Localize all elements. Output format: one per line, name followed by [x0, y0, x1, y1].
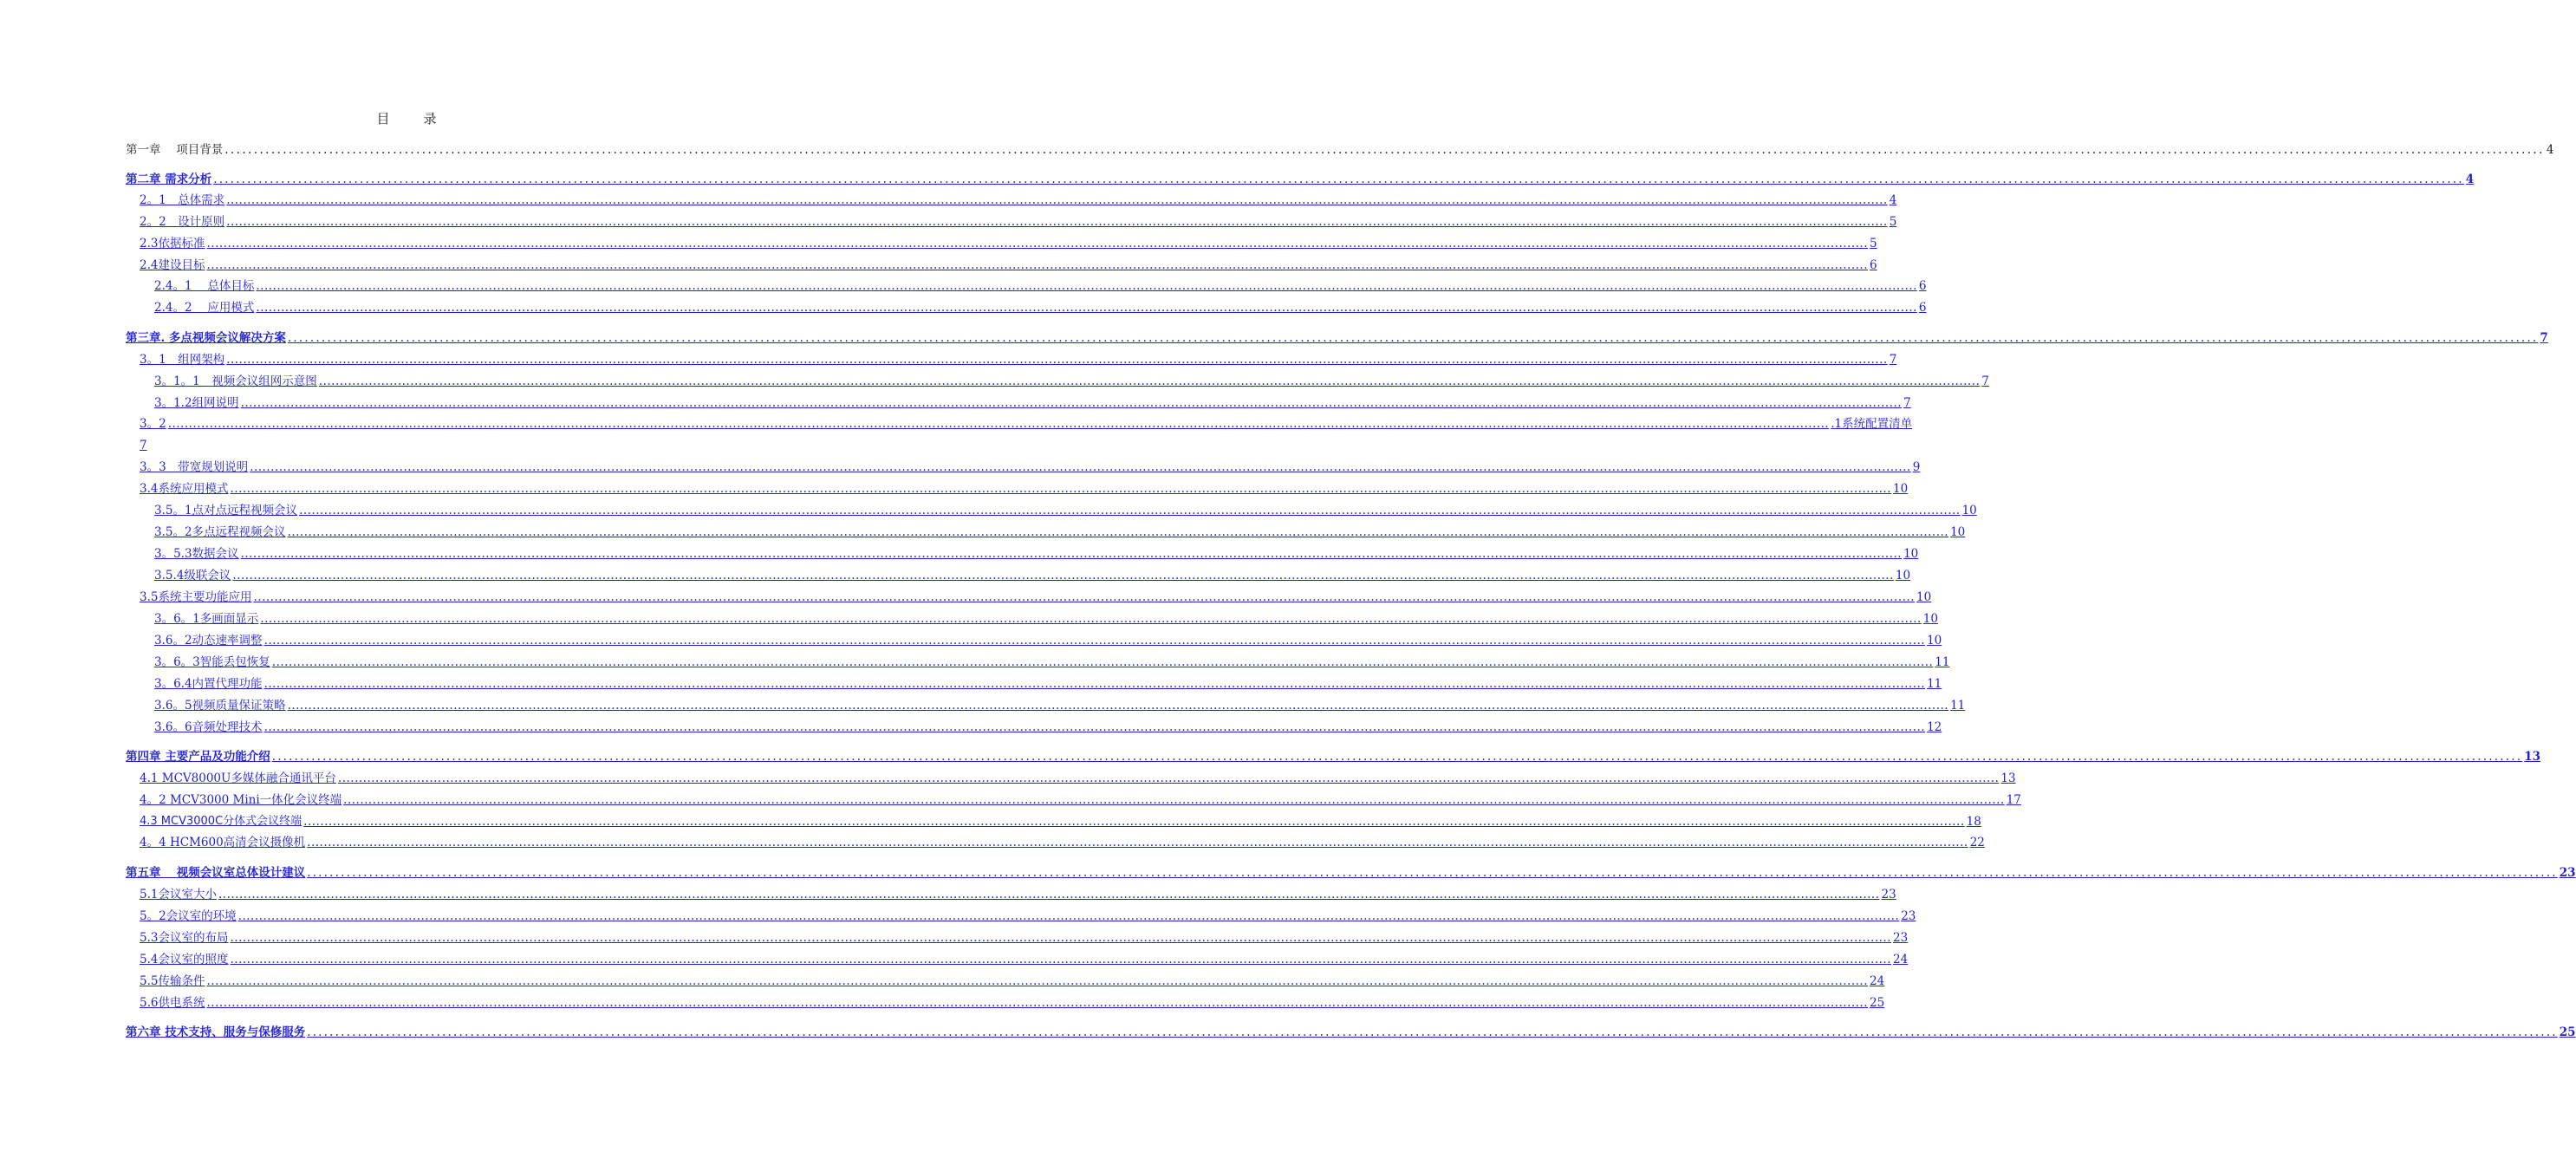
toc-page-number: 10 [1916, 590, 1932, 604]
toc-entry-label: 5.3会议室的布局 [140, 931, 229, 945]
toc-leader-dots: ................................................................................................................................................................................................................................................................................................................................................................................................................ [226, 353, 1888, 367]
toc-page-number: 7 [1903, 396, 1911, 410]
toc-leader-dots: ................................................................................................................................................................................................................................................................................................................................................................................................................ [226, 193, 1888, 207]
toc-page-number: 11 [1935, 655, 1950, 669]
toc-entry-label: 第一章 项目背景 [126, 143, 224, 157]
toc-entry-label: 3.4系统应用模式 [140, 482, 229, 496]
toc-page-number: 23 [1881, 888, 1896, 901]
toc-entry-label: 3。2 [140, 417, 166, 431]
toc-leader-dots: ................................................................................................................................................................................................................................................................................................................................................................................................................ [232, 569, 1894, 582]
toc-entry[interactable] [126, 719, 1942, 735]
toc-entry-label: 4.1 MCV8000U多媒体融合通讯平台 [140, 771, 336, 785]
toc-entry-label: 2.4建设目标 [140, 258, 205, 272]
toc-entry[interactable] [126, 503, 1977, 518]
toc-entry-label: 2.4。1 总体目标 [154, 279, 255, 293]
toc-leader-dots: ................................................................................................................................................................................................................................................................................................................................................................................................................ [230, 482, 1891, 496]
toc-entry[interactable] [126, 930, 1909, 946]
toc-leader-dots: ................................................................................................................................................................................................................................................................................................................................................................................................................ [337, 771, 2000, 785]
toc-entry[interactable] [126, 236, 1877, 251]
toc-entry-label: 4。2 MCV3000 Mini一体化会议终端 [140, 793, 342, 807]
toc-chapter-entry[interactable] [126, 330, 2548, 346]
toc-leader-dots: ................................................................................................................................................................................................................................................................................................................................................................................................................ [206, 258, 1868, 272]
toc-entry-label: 3.5。2多点远程视频会议 [154, 525, 286, 539]
toc-entry-label: 3。6。1多画面显示 [154, 612, 259, 626]
toc-leader-dots: ................................................................................................................................................................................................................................................................................................................................................................................................................ [343, 793, 2005, 807]
toc-entry[interactable] [126, 835, 1985, 850]
toc-leader-dots: ................................................................................................................................................................................................................................................................................................................................................................................................................ [307, 866, 2558, 880]
toc-page-number: 10 [1903, 547, 1919, 561]
toc-page-number: 24 [1870, 974, 1885, 988]
toc-entry[interactable] [126, 771, 2016, 786]
toc-entry-label: 3。3 带宽规划说明 [140, 460, 249, 474]
toc-entry-label: 第三章. 多点视频会议解决方案 [126, 331, 286, 345]
toc-entry-label: 3。6.4内置代理功能 [154, 677, 263, 691]
toc-leader-dots: ................................................................................................................................................................................................................................................................................................................................................................................................................ [206, 974, 1868, 988]
toc-chapter-entry [126, 142, 2554, 158]
toc-entry[interactable] [126, 352, 1897, 368]
toc-entry[interactable] [126, 698, 1966, 713]
toc-leader-dots: ................................................................................................................................................................................................................................................................................................................................................................................................................ [250, 460, 1911, 474]
toc-page-number: 6 [1918, 279, 1927, 293]
toc-page-number: 17 [2006, 793, 2021, 807]
toc-page-number: 23 [1901, 909, 1916, 923]
toc-entry-label: 2.3依据标准 [140, 237, 205, 251]
toc-leader-dots: ................................................................................................................................................................................................................................................................................................................................................................................................................ [230, 931, 1891, 945]
toc-leader-dots: ................................................................................................................................................................................................................................................................................................................................................................................................................ [307, 836, 1968, 849]
toc-leader-dots: ................................................................................................................................................................................................................................................................................................................................................................................................................ [260, 612, 1922, 626]
toc-entry[interactable] [126, 792, 2021, 808]
toc-page-number: 5 [1889, 215, 1897, 229]
toc-page-number: 23 [1893, 931, 1909, 945]
toc-entry-label: 第四章 主要产品及功能介绍 [126, 750, 270, 764]
toc-page-number: 5 [1870, 237, 1877, 251]
toc-entry[interactable] [126, 908, 1916, 924]
toc-page-number: 7 [2540, 331, 2548, 345]
toc-page-number: 4 [2546, 143, 2554, 157]
toc-entry-label: 3.6。5视频质量保证策略 [154, 699, 286, 713]
toc-leader-dots: ................................................................................................................................................................................................................................................................................................................................................................................................................ [240, 547, 1903, 561]
toc-entry[interactable] [126, 814, 1981, 830]
toc-leader-dots: ................................................................................................................................................................................................................................................................................................................................................................................................................ [206, 996, 1868, 1010]
toc-page-number: 9 [1912, 460, 1921, 474]
toc-entry-label: 3.5.4级联会议 [154, 569, 231, 582]
toc-leader-dots: ................................................................................................................................................................................................................................................................................................................................................................................................................ [271, 655, 1934, 669]
toc-leader-dots: ................................................................................................................................................................................................................................................................................................................................................................................................................ [224, 143, 2545, 157]
toc-entry-continuation[interactable]: 7 [140, 439, 147, 452]
toc-page-number: 13 [2000, 771, 2016, 785]
toc-entry-label: 3。1.2组网说明 [154, 396, 239, 410]
toc-page-number: 4 [2465, 172, 2475, 186]
toc-page-number: 4 [1889, 193, 1897, 207]
toc-entry[interactable] [126, 459, 1921, 475]
toc-entry-label: 4。4 HCM600高清会议摄像机 [140, 836, 306, 849]
toc-leader-dots: ................................................................................................................................................................................................................................................................................................................................................................................................................ [303, 815, 1965, 829]
toc-leader-dots: ................................................................................................................................................................................................................................................................................................................................................................................................................ [318, 374, 1981, 388]
toc-entry-label: 5.4会议室的照度 [140, 953, 229, 966]
toc-page-number: 10 [1927, 634, 1942, 648]
toc-chapter-entry[interactable] [126, 172, 2475, 187]
toc-entry-label: 2。2 设计原则 [140, 215, 225, 229]
toc-page-number: 18 [1966, 815, 1981, 829]
toc-page-number: 10 [1961, 504, 1977, 517]
toc-entry-label: 5。2会议室的环境 [140, 909, 237, 923]
toc-leader-dots: ................................................................................................................................................................................................................................................................................................................................................................................................................ [226, 215, 1888, 229]
toc-entry-label: 3.6。2动态速率调整 [154, 634, 263, 648]
toc-page-number: 6 [1870, 258, 1877, 272]
toc-page-number: 11 [1927, 677, 1942, 691]
toc-page-number: 10 [1893, 482, 1909, 496]
toc-page-number: 10 [1922, 612, 1938, 626]
toc-entry-label: 3。6。3智能丢包恢复 [154, 655, 270, 669]
toc-leader-dots: ................................................................................................................................................................................................................................................................................................................................................................................................................ [230, 953, 1891, 966]
toc-leader-dots: ................................................................................................................................................................................................................................................................................................................................................................................................................ [263, 720, 1926, 734]
toc-leader-dots: ................................................................................................................................................................................................................................................................................................................................................................................................................ [167, 417, 1830, 431]
toc-entry-label: 3。1。1 视频会议组网示意图 [154, 374, 317, 388]
toc-page-number: 10 [1950, 525, 1966, 539]
toc-page-number: 12 [1927, 720, 1942, 734]
toc-entry[interactable] [126, 654, 1950, 670]
toc-entry-label: 5.5传输条件 [140, 974, 205, 988]
toc-page-number: 25 [1870, 996, 1885, 1010]
toc-leader-dots: ................................................................................................................................................................................................................................................................................................................................................................................................................ [237, 909, 1900, 923]
toc-leader-dots: ................................................................................................................................................................................................................................................................................................................................................................................................................ [263, 677, 1926, 691]
toc-chapter-entry[interactable] [126, 865, 2576, 881]
toc-leader-dots: ................................................................................................................................................................................................................................................................................................................................................................................................................ [256, 301, 1917, 315]
toc-page-number: 13 [2524, 750, 2541, 764]
toc-leader-dots: ................................................................................................................................................................................................................................................................................................................................................................................................................ [263, 634, 1926, 648]
toc-entry-label: 4.3 MCV3000C分体式会议终端 [140, 815, 302, 828]
toc-leader-dots: ................................................................................................................................................................................................................................................................................................................................................................................................................ [213, 172, 2464, 186]
toc-entry[interactable] [126, 611, 1938, 627]
toc-page-number: 24 [1893, 953, 1909, 966]
toc-entry-label: 第五章 视频会议室总体设计建议 [126, 866, 306, 880]
toc-entry[interactable] [126, 589, 1932, 605]
toc-page-number: 7 [1889, 353, 1897, 367]
toc-leader-dots: ................................................................................................................................................................................................................................................................................................................................................................................................................ [253, 590, 1915, 604]
toc-entry[interactable] [126, 952, 1909, 967]
toc-leader-dots: ................................................................................................................................................................................................................................................................................................................................................................................................................ [206, 237, 1868, 251]
toc-entry[interactable] [126, 546, 1919, 562]
toc-leader-dots: ................................................................................................................................................................................................................................................................................................................................................................................................................ [287, 331, 2539, 345]
toc-page-number: 10 [1895, 569, 1911, 582]
toc-entry[interactable] [126, 633, 1942, 648]
toc-entry[interactable] [126, 214, 1897, 230]
toc-page-number: 22 [1969, 836, 1985, 849]
toc-leader-dots: ................................................................................................................................................................................................................................................................................................................................................................................................................ [256, 279, 1917, 293]
toc-page-number: 11 [1950, 699, 1966, 713]
toc-entry[interactable] [126, 374, 1989, 389]
toc-leader-dots: ................................................................................................................................................................................................................................................................................................................................................................................................................ [240, 396, 1903, 410]
toc-leader-dots: ................................................................................................................................................................................................................................................................................................................................................................................................................ [287, 699, 1949, 713]
toc-entry[interactable] [126, 568, 1911, 583]
toc-entry-label: 2.4。2 应用模式 [154, 301, 255, 315]
toc-entry[interactable] [126, 257, 1877, 273]
toc-entry[interactable] [126, 300, 1927, 316]
toc-entry-label: 3。1 组网架构 [140, 353, 225, 367]
toc-entry-label: 3.6。6音频处理技术 [154, 720, 263, 734]
toc-entry[interactable] [126, 481, 1909, 497]
toc-leader-dots: ................................................................................................................................................................................................................................................................................................................................................................................................................ [299, 504, 1961, 517]
toc-entry[interactable] [126, 395, 1911, 411]
toc-page-number: 25 [2559, 1025, 2576, 1039]
toc-entry[interactable] [126, 995, 1885, 1011]
toc-entry-label: 5.1会议室大小 [140, 888, 217, 901]
toc-leader-dots: ................................................................................................................................................................................................................................................................................................................................................................................................................ [287, 525, 1949, 539]
toc-page-number: 7 [1981, 374, 1989, 388]
toc-entry-label: 5.6供电系统 [140, 996, 205, 1010]
toc-chapter-entry[interactable] [126, 1025, 2576, 1040]
toc-entry-label: 3.5系统主要功能应用 [140, 590, 252, 604]
toc-leader-dots: ................................................................................................................................................................................................................................................................................................................................................................................................................ [218, 888, 1880, 901]
toc-page-number: 6 [1918, 301, 1927, 315]
toc-entry-label: 第二章 需求分析 [126, 172, 212, 186]
toc-chapter-entry[interactable] [126, 749, 2541, 765]
toc-entry[interactable] [126, 973, 1885, 989]
toc-leader-dots: ................................................................................................................................................................................................................................................................................................................................................................................................................ [271, 750, 2523, 764]
toc-title: 目 录 [376, 111, 447, 127]
toc-entry-label: 3。5.3数据会议 [154, 547, 239, 561]
toc-page-number: 23 [2559, 866, 2576, 880]
toc-entry-label: 3.5。1点对点远程视频会议 [154, 504, 298, 517]
toc-entry[interactable] [126, 192, 1897, 208]
toc-entry-label: 2。1 总体需求 [140, 193, 225, 207]
toc-entry[interactable] [126, 524, 1966, 540]
toc-entry[interactable] [126, 676, 1942, 692]
toc-leader-dots: ................................................................................................................................................................................................................................................................................................................................................................................................................ [307, 1025, 2558, 1039]
toc-page-number: .1系统配置清单 [1831, 417, 1913, 431]
toc-entry-label: 第六章 技术支持、服务与保修服务 [126, 1025, 306, 1039]
toc-entry[interactable] [126, 278, 1927, 294]
toc-entry[interactable] [126, 887, 1896, 902]
toc-entry[interactable] [126, 416, 1913, 432]
